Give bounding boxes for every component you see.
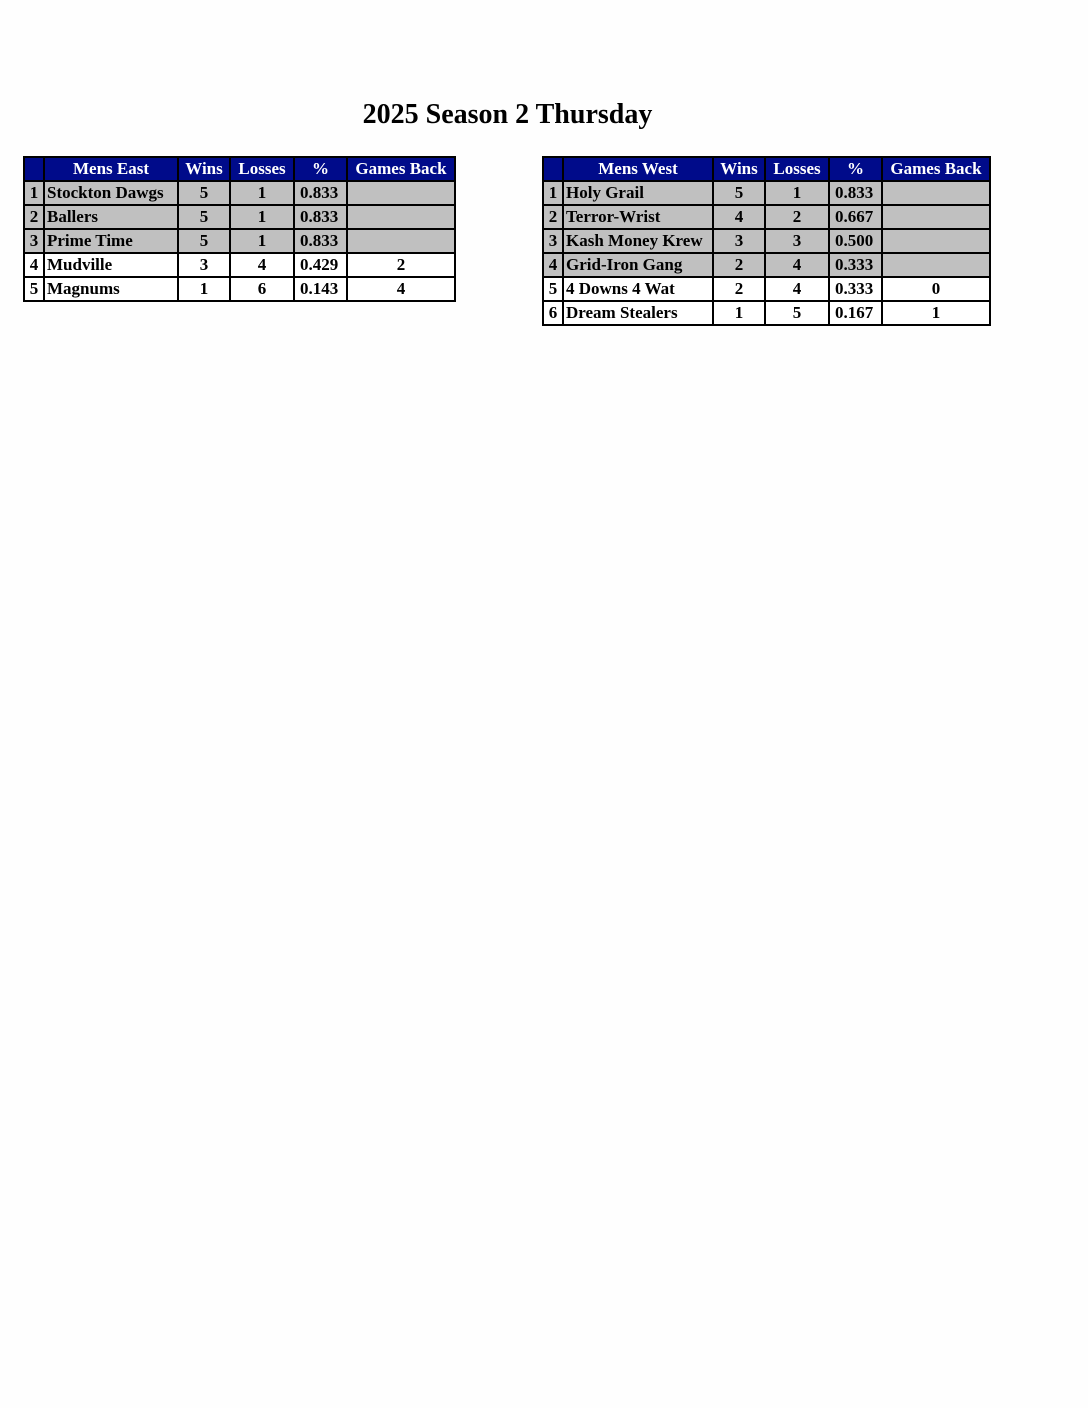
- games-back-cell: 1: [882, 301, 990, 325]
- pct-cell: 0.667: [829, 205, 882, 229]
- division-header: Mens West: [563, 157, 713, 181]
- table-row: [24, 205, 455, 229]
- losses-cell: 1: [230, 229, 294, 253]
- pct-cell: 0.500: [829, 229, 882, 253]
- wins-cell: 1: [178, 277, 230, 301]
- rank-cell: 4: [543, 253, 563, 277]
- table-row: [543, 277, 990, 301]
- team-name-cell: Terror-Wrist: [563, 205, 713, 229]
- rank-cell: 4: [24, 253, 44, 277]
- rank-cell: 6: [543, 301, 563, 325]
- wins-header: Wins: [713, 157, 765, 181]
- wins-cell: 5: [713, 181, 765, 205]
- page-title: 2025 Season 2 Thursday: [362, 99, 653, 130]
- table-row: [543, 181, 990, 205]
- games-back-cell: 0: [882, 277, 990, 301]
- table-row: [24, 277, 455, 301]
- losses-cell: 2: [765, 205, 829, 229]
- pct-cell: 0.833: [294, 229, 347, 253]
- wins-cell: 3: [713, 229, 765, 253]
- table-row: [24, 181, 455, 205]
- wins-header: Wins: [178, 157, 230, 181]
- losses-cell: 5: [765, 301, 829, 325]
- losses-cell: 6: [230, 277, 294, 301]
- games-back-header: Games Back: [347, 157, 455, 181]
- rank-cell: 3: [543, 229, 563, 253]
- team-name-cell: Grid-Iron Gang: [563, 253, 713, 277]
- rank-cell: 3: [24, 229, 44, 253]
- rank-cell: 5: [24, 277, 44, 301]
- pct-header: %: [829, 157, 882, 181]
- rank-cell: 1: [24, 181, 44, 205]
- games-back-cell: [347, 205, 455, 229]
- pct-cell: 0.833: [294, 205, 347, 229]
- table-row: [543, 301, 990, 325]
- table-row: [24, 253, 455, 277]
- losses-cell: 4: [765, 253, 829, 277]
- wins-cell: 2: [713, 253, 765, 277]
- table-row: [543, 205, 990, 229]
- table-body: [543, 181, 990, 325]
- team-name-cell: Dream Stealers: [563, 301, 713, 325]
- games-back-cell: 4: [347, 277, 455, 301]
- pct-cell: 0.333: [829, 253, 882, 277]
- rank-cell: 1: [543, 181, 563, 205]
- team-name-cell: Magnums: [44, 277, 178, 301]
- table-body: [24, 181, 455, 301]
- games-back-cell: [882, 229, 990, 253]
- team-name-cell: 4 Downs 4 Wat: [563, 277, 713, 301]
- team-name-cell: Ballers: [44, 205, 178, 229]
- games-back-cell: 2: [347, 253, 455, 277]
- mens-west-standings-table: [542, 156, 991, 326]
- wins-cell: 2: [713, 277, 765, 301]
- games-back-cell: [882, 181, 990, 205]
- pct-cell: 0.143: [294, 277, 347, 301]
- losses-cell: 1: [230, 205, 294, 229]
- team-name-cell: Kash Money Krew: [563, 229, 713, 253]
- pct-cell: 0.429: [294, 253, 347, 277]
- table-header-row: [24, 157, 455, 181]
- mens-east-standings-table: [23, 156, 456, 302]
- games-back-cell: [347, 181, 455, 205]
- pct-cell: 0.833: [829, 181, 882, 205]
- pct-cell: 0.833: [294, 181, 347, 205]
- rank-header: [543, 157, 563, 181]
- losses-cell: 4: [230, 253, 294, 277]
- games-back-cell: [347, 229, 455, 253]
- wins-cell: 4: [713, 205, 765, 229]
- team-name-cell: Mudville: [44, 253, 178, 277]
- table-row: [24, 229, 455, 253]
- wins-cell: 3: [178, 253, 230, 277]
- pct-cell: 0.167: [829, 301, 882, 325]
- games-back-cell: [882, 253, 990, 277]
- losses-cell: 3: [765, 229, 829, 253]
- games-back-cell: [882, 205, 990, 229]
- division-header: Mens East: [44, 157, 178, 181]
- table-row: [543, 253, 990, 277]
- table-row: [543, 229, 990, 253]
- losses-header: Losses: [765, 157, 829, 181]
- losses-cell: 4: [765, 277, 829, 301]
- team-name-cell: Stockton Dawgs: [44, 181, 178, 205]
- rank-cell: 2: [543, 205, 563, 229]
- losses-cell: 1: [765, 181, 829, 205]
- team-name-cell: Holy Grail: [563, 181, 713, 205]
- pct-cell: 0.333: [829, 277, 882, 301]
- losses-header: Losses: [230, 157, 294, 181]
- wins-cell: 5: [178, 205, 230, 229]
- losses-cell: 1: [230, 181, 294, 205]
- rank-header: [24, 157, 44, 181]
- pct-header: %: [294, 157, 347, 181]
- table-header-row: [543, 157, 990, 181]
- rank-cell: 5: [543, 277, 563, 301]
- rank-cell: 2: [24, 205, 44, 229]
- wins-cell: 1: [713, 301, 765, 325]
- team-name-cell: Prime Time: [44, 229, 178, 253]
- games-back-header: Games Back: [882, 157, 990, 181]
- wins-cell: 5: [178, 181, 230, 205]
- wins-cell: 5: [178, 229, 230, 253]
